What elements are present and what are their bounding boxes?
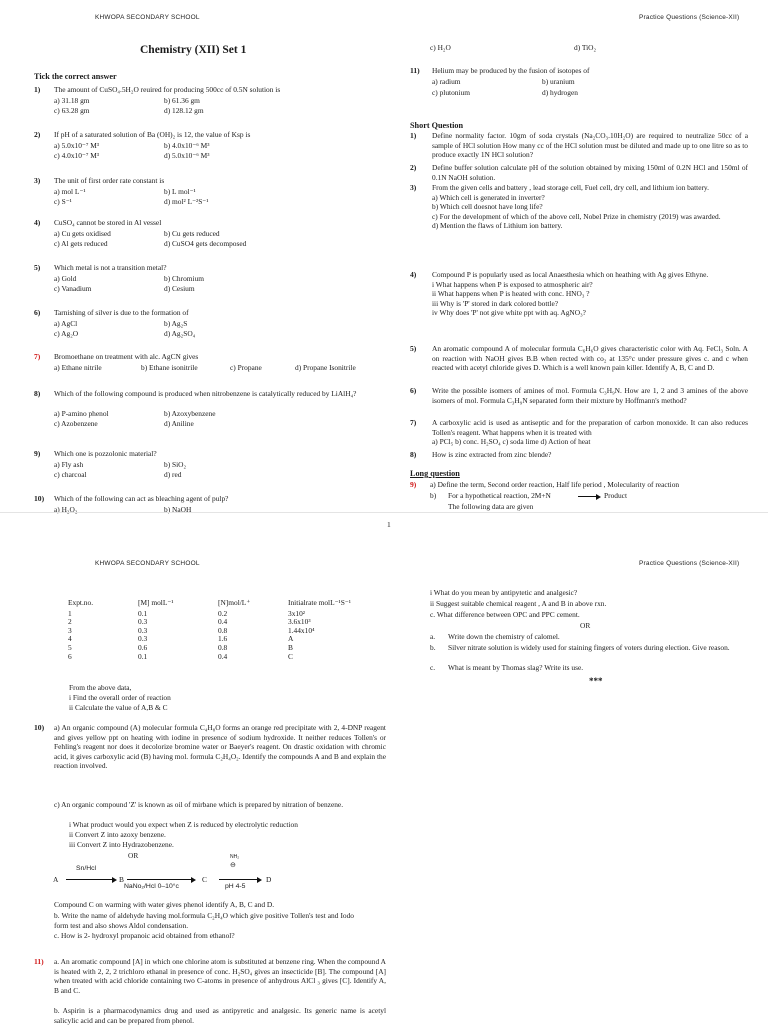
school-header: KHWOPA SECONDARY SCHOOL — [95, 14, 200, 21]
mcq-number: 2) — [34, 130, 41, 139]
q10-opt-c: c) H₂O — [430, 43, 451, 52]
scheme-reagent-3: NH₂ — [230, 854, 240, 860]
table-cell: 1.6 — [218, 634, 228, 644]
right-item-label: a. — [430, 632, 436, 641]
q11-number: 11) — [410, 66, 420, 75]
short-question-line: c) For the development of which of the above cell, Nobel Prize in chemistry (2019) was awarded. — [432, 211, 721, 221]
short-question-line: iv Why does 'P' not give white ppt with aq. AgNO₃? — [432, 308, 586, 318]
table-cell: 0.4 — [218, 617, 228, 627]
scheme-a: A — [53, 875, 59, 884]
short-question-line: a) PCl₅ b) conc. H₂SO₄ c) soda lime d) Action of heat — [432, 437, 591, 447]
mcq-option: c) Vanadium — [54, 284, 92, 293]
mcq-option: d) 5.0x10⁻⁶ M³ — [164, 151, 210, 160]
mcq-option: b) L mol⁻¹ — [164, 187, 196, 196]
scheme-arrow-2-icon — [127, 879, 193, 880]
short-question-line: a) Which cell is generated in inverter? — [432, 192, 545, 202]
tick-heading: Tick the correct answer — [34, 72, 117, 81]
mcq-option: b) Azoxybenzene — [164, 409, 216, 418]
short-question-line: From the given cells and battery , lead storage cell, Fuel cell, dry cell, and lithium ion battery. — [432, 183, 709, 192]
mcq-number: 7) — [34, 352, 41, 361]
short-number: 6) — [410, 386, 417, 395]
short-question-line: i What happens when P is exposed to atmospheric air? — [432, 279, 593, 289]
mcq-option: b) 61.36 gm — [164, 96, 200, 105]
table-cell: 0.6 — [138, 642, 148, 652]
q9-part-b: For a hypothetical reaction, 2M+N — [448, 491, 551, 500]
right-line: c. What difference between OPC and PPC cement. — [430, 610, 580, 619]
q10-or-line: Compound C on warming with water gives phenol identify A, B, C and D. — [54, 900, 275, 909]
mcq-option: a) AgCl — [54, 319, 78, 328]
q11-opt-a: a) radium — [432, 77, 461, 86]
q10-c-item: iii Convert Z into Hydrazobenzene. — [69, 840, 174, 849]
page-number: 1 — [387, 520, 391, 529]
short-question-block — [432, 344, 748, 373]
short-question-block — [432, 183, 748, 231]
table-cell: 3 — [68, 625, 72, 635]
mcq-question: If pH of a saturated solution of Ba (OH)₂ is 12, the value of Ksp is — [54, 130, 251, 139]
mcq-option: d) red — [164, 470, 182, 479]
short-number: 1) — [410, 131, 417, 140]
short-question-line: How is zinc extracted from zinc blende? — [432, 450, 552, 459]
mcq-option: b) 4.0x10⁻⁶ M³ — [164, 141, 210, 150]
q11-opt-d: d) hydrogen — [542, 88, 578, 97]
short-question-block — [432, 270, 748, 318]
table-cell: 0.4 — [218, 651, 228, 661]
mcq-option: c) Ag₂O — [54, 329, 79, 338]
mcq-option: c) Propane — [230, 363, 262, 372]
q11-opt-b: b) uranium — [542, 77, 575, 86]
q10-c-item: ii Convert Z into azoxy benzene. — [69, 830, 166, 839]
mcq-question: Which of the following compound is produced when nitrobenzene is catalytically reduced by LiAlH₄? — [54, 389, 357, 398]
mcq-option: c) S⁻¹ — [54, 197, 72, 206]
table-cell: 2 — [68, 617, 72, 627]
q10-c-item: i What product would you expect when Z is reduced by electrolytic reduction — [69, 820, 298, 829]
table-cell: 0.1 — [138, 608, 148, 618]
right-item-text: Write down the chemistry of calomel. — [448, 632, 560, 641]
table-row — [68, 653, 378, 662]
mcq-option: a) Cu gets oxidised — [54, 229, 111, 238]
mcq-option: c) Azobenzene — [54, 419, 98, 428]
table-cell: 1 — [68, 608, 72, 618]
mcq-option: b) Ethane isonitrile — [141, 363, 198, 372]
mcq-option: d) Cesium — [164, 284, 195, 293]
rate-data-table — [68, 599, 378, 661]
mcq-option: a) Gold — [54, 274, 77, 283]
mcq-question: Bromoethane on treatment with alc. AgCN gives — [54, 352, 199, 361]
short-question-line: Compound P is popularly used as local Anaesthesia which on heathing with Ag gives Ethyne. — [432, 270, 709, 279]
short-question-block — [432, 131, 748, 160]
mcq-question: CuSO₄ cannot be stored in Al vessel — [54, 218, 162, 227]
mcq-question: Which metal is not a transition metal? — [54, 263, 167, 272]
right-line: i What do you mean by antipytetic and analgesic? — [430, 588, 578, 597]
mcq-option: a) 5.0x10⁻⁷ M³ — [54, 141, 100, 150]
short-number: 2) — [410, 163, 417, 172]
mcq-number: 1) — [34, 85, 41, 94]
short-heading: Short Question — [410, 121, 463, 130]
long-heading: Long question — [410, 469, 460, 478]
mcq-option: d) Ag₂SO₄ — [164, 329, 196, 338]
table-header-cell: [N]mol/L⁺ — [218, 598, 251, 607]
q11-long-number: 11) — [34, 957, 44, 966]
q10-long-number: 10) — [34, 723, 45, 732]
mcq-option: b) Chromium — [164, 274, 205, 283]
q10-or-line: c. How is 2- hydroxyl propanoic acid obtained from ethanol? — [54, 931, 235, 940]
table-cell: 6 — [68, 651, 72, 661]
page-2 — [0, 512, 768, 1024]
right-item-label: b. — [430, 643, 436, 652]
short-question-line: b) Which cell doesnot have long life? — [432, 202, 543, 212]
mcq-question: Which one is pozzolonic material? — [54, 449, 157, 458]
short-question-line: d) Mention the flaws of Lithium ion battery. — [432, 221, 563, 231]
mcq-number: 8) — [34, 389, 41, 398]
scheme-arrow-1-icon — [66, 879, 114, 880]
short-question-block — [432, 163, 748, 182]
mcq-option: a) 31.18 gm — [54, 96, 90, 105]
table-cell: 0.8 — [218, 625, 228, 635]
q9-data-intro: The following data are given — [448, 502, 534, 511]
table-cell: 4 — [68, 634, 72, 644]
mcq-option: d) CuSO4 gets decomposed — [164, 239, 247, 248]
reaction-arrow-icon — [578, 496, 598, 497]
mcq-option: c) Al gets reduced — [54, 239, 108, 248]
q11-question: Helium may be produced by the fusion of isotopes of — [432, 66, 590, 75]
mcq-option: b) Cu gets reduced — [164, 229, 220, 238]
mcq-number: 9) — [34, 449, 41, 458]
mcq-option: d) mol² L⁻²S⁻¹ — [164, 197, 209, 206]
q9-number: 9) — [410, 480, 417, 489]
right-item-text: What is meant by Thomas slag? Write its use. — [448, 663, 584, 672]
q11-part-b: b. Aspirin is a pharmacodynamics drug and used as antipyretic and analgesic. Its generic name is acetyl salicylic acid and can be prepared from phenol. — [54, 1006, 386, 1025]
table-cell: 1.44x10⁴ — [288, 625, 315, 635]
short-question-line: Write the possible isomers of amines of mol. Formula C₃H₉N. How are 1, 2 and 3 amines of the above isomers of mol. Formula C₃H₉N separated form their mixture by Hoffmann's method? — [432, 386, 748, 405]
short-number: 3) — [410, 183, 417, 192]
short-question-block — [432, 450, 748, 460]
q11-opt-c: c) plutonium — [432, 88, 470, 97]
mcq-option: c) charcoal — [54, 470, 87, 479]
mcq-option: c) 63.28 gm — [54, 106, 90, 115]
q9-product: Product — [604, 491, 627, 500]
table-cell: B — [288, 642, 293, 652]
school-header-2: KHWOPA SECONDARY SCHOOL — [95, 560, 200, 567]
mcq-option: a) P-amino phenol — [54, 409, 109, 418]
short-question-block — [432, 418, 748, 447]
short-number: 5) — [410, 344, 417, 353]
short-number: 7) — [410, 418, 417, 427]
short-question-line: ii What happens when P is heated with conc. HNO₃ ? — [432, 289, 590, 299]
mcq-number: 10) — [34, 494, 45, 503]
table-header-row — [68, 599, 378, 610]
table-header-cell: Initialrate molL⁻¹S⁻¹ — [288, 598, 351, 607]
table-cell: 0.3 — [138, 634, 148, 644]
scheme-b: B — [119, 875, 124, 884]
scheme-d: D — [266, 875, 272, 884]
q10-or: OR — [128, 851, 139, 860]
short-number: 8) — [410, 450, 417, 459]
mcq-option: a) Ethane nitrile — [54, 363, 102, 372]
mcq-option: d) Aniline — [164, 419, 194, 428]
table-cell: A — [288, 634, 294, 644]
table-question-line: ii Calculate the value of A,B & C — [69, 703, 168, 712]
mcq-option: b) SiO₂ — [164, 460, 187, 469]
q10-opt-d: d) TiO₂ — [574, 43, 597, 52]
mcq-question: The amount of CuSO₄.5H₂O reuired for producing 500cc of 0.5N solution is — [54, 85, 281, 94]
mcq-option: a) mol L⁻¹ — [54, 187, 86, 196]
table-question-line: From the above data, — [69, 683, 132, 692]
table-cell: 3.6x10³ — [288, 617, 311, 627]
short-question-line: Define normality factor. 10gm of soda crystals (Na₂CO₃.10H₂O) are required to neutralize 50cc of a sample of HCl solution How many cc of the HCl solution must be diluted and made up to one litre so as to produce exactly 1N HCl solution? — [432, 131, 748, 160]
mcq-question: The unit of first order rate constant is — [54, 176, 165, 185]
practice-header: Practice Questions (Science-XII) — [639, 14, 740, 21]
short-number: 4) — [410, 270, 417, 279]
table-header-cell: Expt.no. — [68, 598, 94, 607]
short-question-line: Define buffer solution calculate pH of the solution obtained by mixing 150ml of 0.2N HCl and 150ml of 0.1N NaOH solution. — [432, 163, 748, 182]
mcq-option: d) 128.12 gm — [164, 106, 204, 115]
table-cell: 0.3 — [138, 625, 148, 635]
mcq-option: d) Propane Isonitrile — [295, 363, 356, 372]
table-cell: C — [288, 651, 293, 661]
table-header-cell: [M] molL⁻¹ — [138, 598, 174, 607]
mcq-number: 3) — [34, 176, 41, 185]
table-cell: 3x10² — [288, 608, 305, 618]
mcq-option: a) H₂O₂ — [54, 505, 78, 514]
mcq-option: a) Fly ash — [54, 460, 84, 469]
table-cell: 0.8 — [218, 642, 228, 652]
mcq-number: 4) — [34, 218, 41, 227]
right-item-text: Silver nitrate solution is widely used for staining fingers of voters during election. Give reason. — [448, 643, 730, 652]
mcq-question: Which of the following can act as bleaching agent of pulp? — [54, 494, 229, 503]
scheme-reagent-3-ph: pH 4-5 — [225, 883, 246, 890]
q9-part-b-label: b) — [430, 491, 437, 500]
q10-part-c: c) An organic compound 'Z' is known as oil of mirbane which is prepared by nitration of benzene. — [54, 800, 344, 809]
mcq-option: b) NaOH — [164, 505, 192, 514]
q10-or-line: b. Write the name of aldehyde having mol.formula C₂H₄O which give positive Tollen's test and Iodo form test and also shows Aldol condensation. — [54, 911, 354, 930]
short-question-block — [432, 386, 748, 405]
table-cell: 5 — [68, 642, 72, 652]
q10-part-a: a) An organic compound (A) molecular formula C₄H₈O forms an orange red precipitate with 2, 4-DNP reagent and gives yellow ppt on heating with iodine in presence of sodium hydroxide. It neither reduces Tollen's or Fehling's reagent nor does it decolorize bromine water or Baeyer's reagent. On drastic oxidation with chromic acid, it gives carboxylic acid (B) having mol. formula C₂H₄O₂. Identify the compounds A and B and explain the reaction involved. — [54, 723, 386, 771]
paper-title: Chemistry (XII) Set 1 — [140, 44, 247, 56]
scheme-charge: ⊖ — [230, 862, 236, 869]
end-stars: *** — [589, 676, 603, 686]
q11-part-a: a. An aromatic compound [A] in which one chlorine atom is substituted at benzene ring. When the compound A is heated with 2, 2, 2 trichloro ethanal in presence of conc. H₂SO₄ gives an insecticide [B]. The compound [A] when treated with acid chloride containing two C-atoms in presence of anhydrous AlCl ₃ gives [C]. Identify A, B and C. — [54, 957, 386, 995]
table-cell: 0.1 — [138, 651, 148, 661]
short-question-line: A carboxylic acid is used as antiseptic and for the preparation of carbon monoxide. It can also reduces Tollen's reagent. What happens when it is treated with — [432, 418, 748, 437]
table-cell: 0.2 — [218, 608, 228, 618]
practice-header-2: Practice Questions (Science-XII) — [639, 560, 740, 567]
mcq-question: Tarnishing of silver is due to the formation of — [54, 308, 189, 317]
scheme-reagent-2: NaNo₂/Hcl 0–10°c — [124, 883, 179, 890]
short-question-line: iii Why is 'P' stored in dark colored bottle? — [432, 298, 559, 308]
right-line: ii Suggest suitable chemical reagent , A and B in above rxn. — [430, 599, 607, 608]
right-item-label: c. — [430, 663, 436, 672]
q9-part-a: a) Define the term, Second order reaction, Half life period , Molecularity of reaction — [430, 480, 680, 489]
mcq-number: 5) — [34, 263, 41, 272]
table-question-line: i Find the overall order of reaction — [69, 693, 171, 702]
right-or: OR — [580, 621, 591, 630]
scheme-reagent-1: Sn/Hcl — [76, 865, 97, 872]
short-question-line: An aromatic compound A of molecular formula C₆H₆O gives characteristic color with Aq. FeCl₃ Soln. A on reaction with NaOH gives B.B when rected with co₂ at 135°c under pressure gives c. and c when reacted with acetyl chloride gives D. Which is a well known pain killer. Identify A, B, C and D. — [432, 344, 748, 373]
mcq-number: 6) — [34, 308, 41, 317]
mcq-option: b) Ag₂S — [164, 319, 188, 328]
mcq-option: c) 4.0x10⁻⁷ M³ — [54, 151, 100, 160]
table-cell: 0.3 — [138, 617, 148, 627]
scheme-arrow-3-icon — [219, 879, 259, 880]
scheme-c: C — [202, 875, 207, 884]
